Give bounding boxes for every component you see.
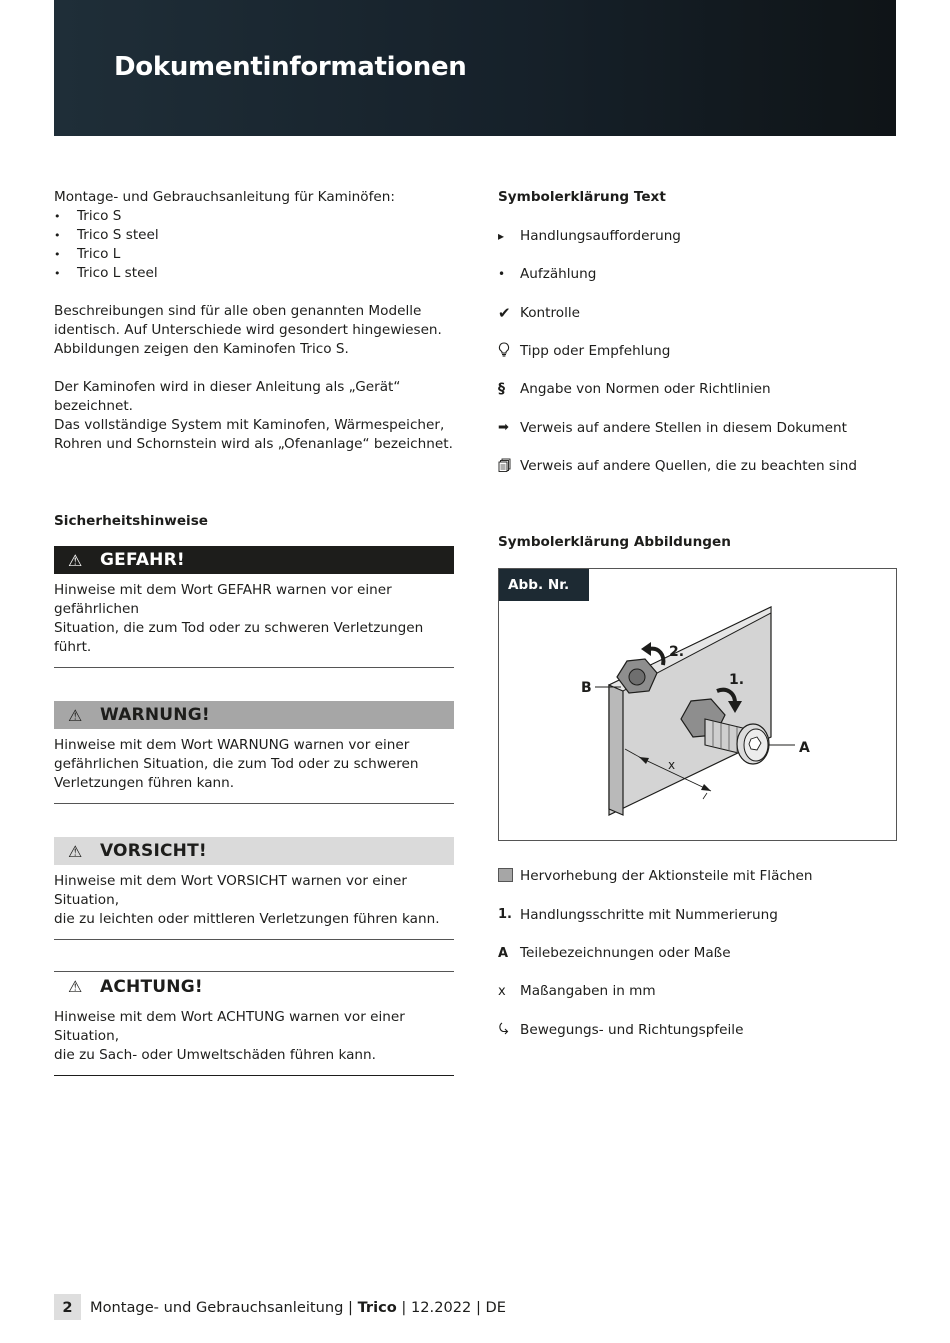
alert-label: ACHTUNG! [100,976,203,997]
symbol-label: Aufzählung [520,266,597,283]
list-item: • Trico S [54,207,454,226]
step-label: 1. [729,671,745,688]
symbol-label: Hervorhebung der Aktionsteile mit Flächen [520,868,813,885]
step-label: 2. [669,643,685,660]
example-figure [498,568,897,841]
page-title: Dokumentinformationen [114,52,467,82]
text-line: Hinweise mit dem Wort GEFAHR warnen vor einer gefährlichen [54,582,392,617]
page-number: 2 [54,1294,81,1320]
text-line: die zu Sach- oder Umweltschäden führen kann. [54,1047,376,1063]
footer-doc-title: Montage- und Gebrauchsanleitung | [90,1298,358,1316]
symbol-label: Maßangaben in mm [520,983,656,1000]
text-line: Das vollständige System mit Kaminofen, Wärmespeicher, [54,417,445,433]
page-footer [54,1294,506,1320]
curved-arrow-icon [498,1021,520,1038]
symbol-label: Handlungsaufforderung [520,227,681,244]
caution-alert-text [54,865,454,940]
symbol-row [498,944,898,963]
warning-triangle-icon: ⚠ [68,977,83,996]
symbol-row [498,380,898,399]
checkmark-icon: ✔ [498,303,511,322]
symbols-figures-heading: Symbolerklärung Abbildungen [498,533,731,550]
warning-alert-bar [54,701,454,729]
text-line: Hinweise mit dem Wort VORSICHT warnen vor einer Situation, [54,873,407,908]
footer-meta: | 12.2022 | DE [396,1298,506,1316]
symbol-row [498,905,898,924]
intro-lead: Montage- und Gebrauchsanleitung für Kaminöfen: [54,189,395,205]
documents-icon [498,458,520,475]
safety-heading: Sicherheitshinweise [54,513,209,529]
warning-alert-text [54,729,454,804]
bullet-icon: • [498,267,506,282]
text-line: Rohren und Schornstein wird als „Ofenanlage“ bezeichnet. [54,436,453,452]
gray-square-icon [498,868,520,885]
alert-label: VORSICHT! [100,841,207,861]
symbol-row [498,226,898,245]
list-item: • Trico S steel [54,226,454,245]
symbol-label: Angabe von Normen oder Richtlinien [520,381,771,398]
danger-alert-text [54,574,454,668]
list-item: • Trico L [54,245,454,264]
symbol-row [498,342,898,361]
part-label: B [581,679,592,696]
symbol-label: Teilebezeichnungen oder Maße [520,945,731,962]
dimension-label: x [668,757,676,772]
page-header [54,0,896,136]
alert-label: WARNUNG! [100,705,210,725]
symbol-row [498,1020,898,1039]
paragraph-icon: § [498,381,505,398]
caution-alert-bar [54,837,454,865]
alert-label: GEFAHR! [100,550,185,570]
warning-triangle-icon: ⚠ [68,550,83,570]
part-label: A [799,739,810,756]
figure-number-tag: Abb. Nr. [499,569,589,601]
symbol-label: Tipp oder Empfehlung [520,343,671,360]
symbol-label: Bewegungs- und Richtungspfeile [520,1021,744,1038]
symbols-text-heading: Symbolerklärung Text [498,189,666,205]
step-number-icon: 1. [498,907,512,923]
text-line: identisch. Auf Unterschiede wird gesondert hingewiesen. [54,322,442,338]
model-list [54,207,454,283]
text-line: Hinweise mit dem Wort WARNUNG warnen vor einer [54,737,410,753]
warning-triangle-icon: ⚠ [68,841,83,861]
symbol-row [498,982,898,1001]
warning-triangle-icon: ⚠ [68,705,83,725]
right-column [498,188,898,1039]
symbol-label: Kontrolle [520,304,581,321]
text-line: Verletzungen führen kann. [54,775,235,791]
arrow-right-icon: ➡ [498,420,509,436]
text-line: Situation, die zum Tod oder zu schweren Verletzungen führt. [54,620,424,655]
text-line: Hinweise mit dem Wort ACHTUNG warnen vor einer Situation, [54,1009,405,1044]
intro-paragraph-1 [54,302,454,359]
symbol-row [498,457,898,476]
footer-product: Trico [357,1298,397,1316]
symbol-label: Verweis auf andere Quellen, die zu beachten sind [520,458,857,475]
text-line: gefährlichen Situation, die zum Tod oder zu schweren [54,756,419,772]
lightbulb-icon [498,342,520,360]
danger-alert-bar [54,546,454,574]
notice-alert-text [54,1001,454,1076]
letter-x-icon: x [498,983,506,999]
notice-alert-bar [54,971,454,1001]
symbol-label: Verweis auf andere Stellen in diesem Dokument [520,419,847,436]
list-item: • Trico L steel [54,264,454,283]
text-line: die zu leichten oder mittleren Verletzungen führen kann. [54,911,440,927]
text-line: Beschreibungen sind für alle oben genannten Modelle [54,303,422,319]
text-line: Der Kaminofen wird in dieser Anleitung als „Gerät“ bezeichnet. [54,379,401,414]
letter-a-icon: A [498,945,509,961]
symbol-label: Handlungsschritte mit Nummerierung [520,906,778,923]
symbol-row [498,418,898,437]
symbol-row [498,867,898,886]
left-column [54,188,454,1076]
symbol-row [498,303,898,322]
play-icon: ▸ [498,228,505,243]
intro-paragraph-2 [54,378,454,454]
symbol-row [498,265,898,284]
text-line: Abbildungen zeigen den Kaminofen Trico S. [54,341,349,357]
bolt-illustration [499,569,898,842]
